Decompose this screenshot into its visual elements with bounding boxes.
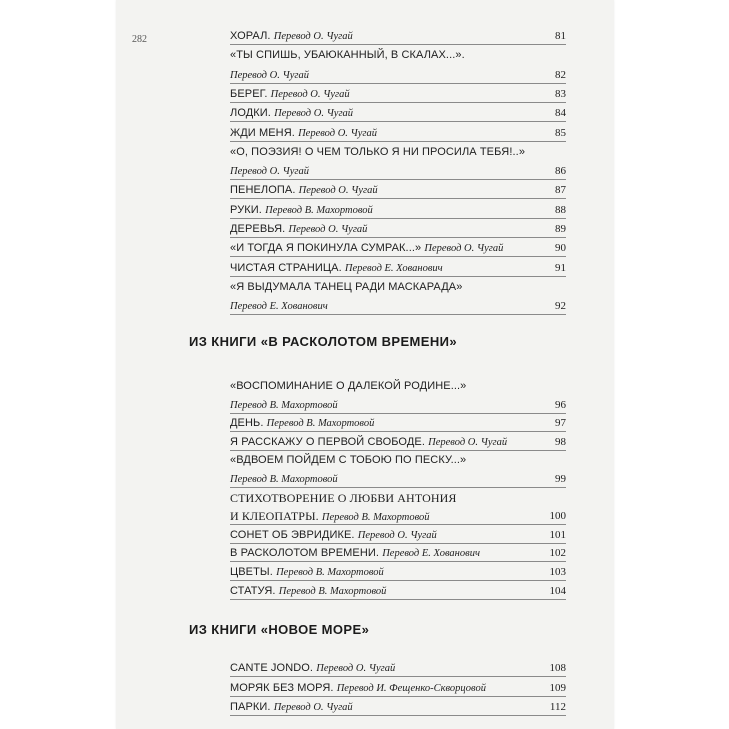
toc-entry (230, 660, 566, 677)
toc-entry (230, 508, 566, 525)
toc-entry (230, 182, 566, 199)
entry-title: «ТЫ СПИШЬ, УБАЮКАННЫЙ, В СКАЛАХ...». (230, 49, 465, 62)
entry-translator: Перевод В. Махортовой (230, 474, 338, 485)
toc-entry (230, 163, 566, 180)
entry-page-number: 84 (555, 107, 566, 120)
entry-page-number: 86 (555, 165, 566, 178)
entry-translator: Перевод О. Чугай (428, 436, 508, 448)
entry-translator: Перевод О. Чугай (230, 69, 309, 81)
entry-page-number: 109 (549, 681, 566, 694)
entry-title: Я РАССКАЖУ О ПЕРВОЙ СВОБОДЕ. (230, 435, 429, 448)
entry-translator: Перевод О. Чугай (357, 529, 437, 541)
entry-page-number: 82 (555, 68, 566, 81)
entry-page-number: 88 (555, 203, 566, 216)
entry-title: ДЕРЕВЬЯ. (230, 223, 289, 235)
toc-entry (230, 680, 566, 697)
entry-title: ЛОДКИ. (230, 107, 275, 120)
entry-title: «ВДВОЕМ ПОЙДЕМ С ТОБОЮ ПО ПЕСКУ...» (230, 454, 467, 467)
entry-page-number: 97 (555, 417, 566, 430)
entry-page-number: 108 (549, 662, 566, 674)
entry-page-number: 99 (555, 473, 566, 485)
section-heading: ИЗ КНИГИ «В РАСКОЛОТОМ ВРЕМЕНИ» (189, 334, 458, 349)
entry-page-number: 91 (555, 261, 566, 274)
toc-entry (230, 240, 566, 257)
entry-title: ДЕНЬ. (230, 417, 267, 430)
entry-translator: Перевод О. Чугай (270, 88, 350, 100)
entry-title: «ВОСПОМИНАНИЕ О ДАЛЕКОЙ РОДИНЕ...» (230, 380, 467, 392)
toc-entry (230, 397, 566, 414)
page-number: 282 (132, 34, 147, 45)
entry-title: ЦВЕТЫ. (230, 566, 277, 578)
toc-entry (230, 260, 566, 277)
entry-title: CANTE JONDO. (230, 662, 317, 674)
entry-title: СОНЕТ ОБ ЭВРИДИКЕ. (230, 528, 358, 541)
toc-entry (230, 490, 566, 506)
entry-title: БЕРЕГ. (230, 87, 271, 100)
entry-title: СТАТУЯ. (230, 584, 279, 597)
entry-page-number: 104 (549, 584, 566, 597)
toc-entry (230, 434, 566, 451)
entry-translator: Перевод В. Махортовой (278, 585, 387, 597)
entry-translator: Перевод О. Чугай (298, 127, 378, 139)
entry-translator: Перевод О. Чугай (288, 224, 368, 235)
entry-translator: Перевод О. Чугай (298, 185, 378, 197)
toc-entry (230, 452, 566, 468)
entry-translator: Перевод О. Чугай (273, 31, 353, 42)
entry-page-number: 102 (549, 547, 566, 560)
entry-title: «Я ВЫДУМАЛА ТАНЕЦ РАДИ МАСКАРАДА» (230, 280, 463, 293)
entry-page-number: 96 (555, 398, 566, 411)
entry-title: ЧИСТАЯ СТРАНИЦА. (230, 261, 345, 274)
entry-translator: Перевод Е. Хованович (382, 548, 480, 560)
entry-translator: Перевод Е. Хованович (230, 301, 328, 313)
entry-translator: Перевод О. Чугай (273, 702, 353, 713)
toc-entry (230, 564, 566, 581)
entry-title: «И ТОГДА Я ПОКИНУЛА СУМРАК...» (230, 242, 425, 255)
entry-title: ХОРАЛ. (230, 30, 274, 42)
entry-translator: Перевод О. Чугай (230, 166, 309, 178)
entry-translator: Перевод В. Махортовой (276, 567, 384, 578)
toc-entry (230, 221, 566, 238)
entry-translator: Перевод О. Чугай (274, 108, 354, 120)
section-heading: ИЗ КНИГИ «НОВОЕ МОРЕ» (189, 622, 370, 637)
entry-translator: Перевод В. Махортовой (265, 204, 373, 216)
toc-entry (230, 527, 566, 544)
toc-entry (230, 47, 566, 63)
entry-page-number: 85 (555, 126, 566, 139)
toc-entry (230, 144, 566, 160)
entry-translator: Перевод В. Махортовой (266, 418, 375, 430)
toc-entry (230, 415, 566, 432)
entry-page-number: 100 (549, 510, 566, 523)
toc-entry (230, 699, 566, 716)
entry-translator: Перевод В. Махортовой (321, 512, 430, 524)
entry-title: ПЕНЕЛОПА. (230, 184, 299, 197)
entry-title: ЖДИ МЕНЯ. (230, 126, 299, 139)
toc-entry (230, 545, 566, 562)
entry-page-number: 87 (555, 184, 566, 197)
entry-title: ПАРКИ. (230, 701, 274, 713)
entry-title: СТИХОТВОРЕНИЕ О ЛЮБВИ АНТОНИЯ (230, 490, 457, 505)
entry-translator: Перевод Е. Хованович (344, 262, 443, 274)
entry-translator: Перевод В. Махортовой (230, 399, 338, 411)
entry-page-number: 112 (549, 701, 566, 713)
entry-page-number: 81 (555, 30, 566, 42)
toc-entry (230, 67, 566, 84)
toc-entry (230, 86, 566, 103)
toc-entry (230, 105, 566, 122)
entry-page-number: 90 (555, 242, 566, 255)
toc-entry (230, 583, 566, 600)
toc-entry (230, 202, 566, 219)
toc-entry (230, 378, 566, 394)
entry-page-number: 101 (549, 528, 566, 541)
entry-title: В РАСКОЛОТОМ ВРЕМЕНИ. (230, 547, 383, 560)
toc-entry (230, 28, 566, 45)
entry-title: РУКИ. (230, 203, 266, 216)
entry-page-number: 103 (549, 566, 566, 578)
entry-title: МОРЯК БЕЗ МОРЯ. (230, 681, 337, 694)
entry-title: И КЛЕОПАТРЫ. (230, 509, 322, 524)
entry-page-number: 83 (555, 87, 566, 100)
entry-translator: Перевод И. Фещенко-Скворцовой (336, 682, 486, 694)
toc-entry (230, 298, 566, 315)
toc-entry (230, 279, 566, 295)
entry-page-number: 92 (555, 300, 566, 313)
toc-entry (230, 471, 566, 488)
entry-page-number: 98 (555, 435, 566, 448)
entry-translator: Перевод О. Чугай (424, 243, 504, 255)
entry-title: «О, ПОЭЗИЯ! О ЧЕМ ТОЛЬКО Я НИ ПРОСИЛА ТЕБЯ!..» (230, 145, 526, 158)
toc-entry (230, 125, 566, 142)
book-page (116, 0, 614, 729)
entry-translator: Перевод О. Чугай (316, 663, 396, 674)
entry-page-number: 89 (555, 223, 566, 235)
